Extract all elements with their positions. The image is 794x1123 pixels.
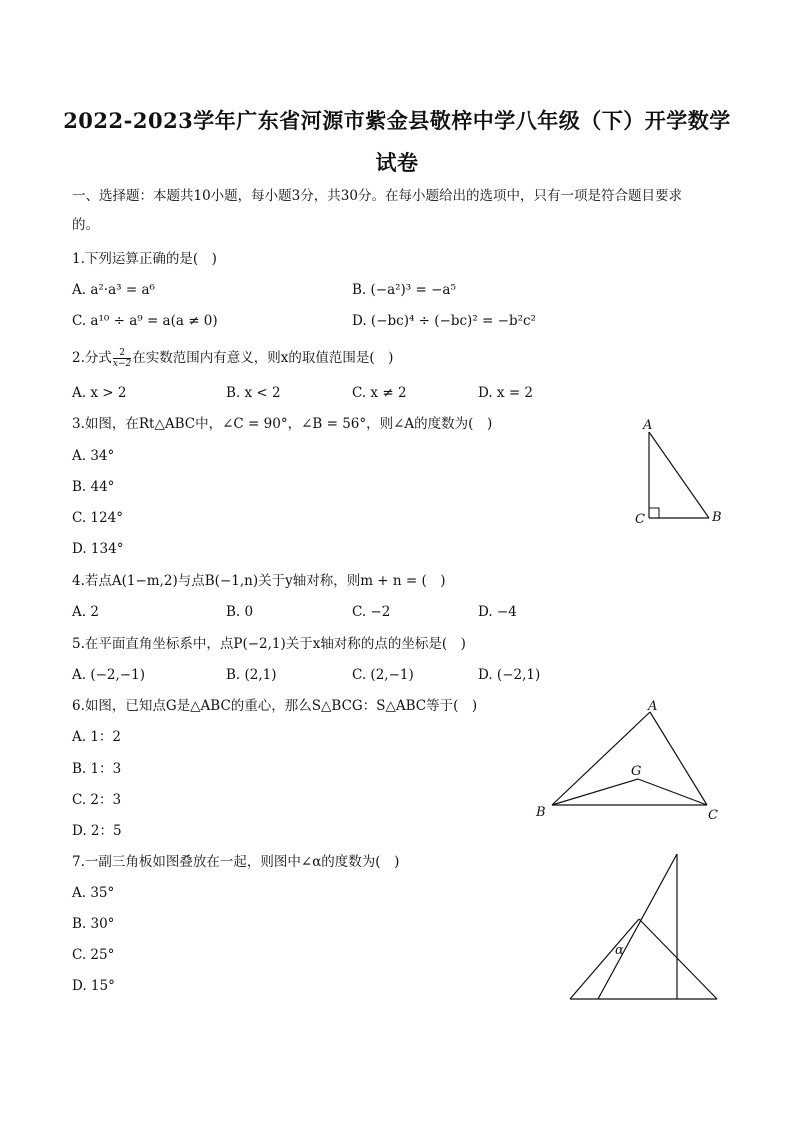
q6-label-g: G bbox=[631, 764, 642, 779]
q2-stem-pre: 2.分式 bbox=[72, 350, 112, 366]
q7-square-hypotenuse bbox=[598, 854, 677, 999]
question-1-stem: 1.下列运算正确的是( ) bbox=[72, 251, 217, 267]
question-3-stem: 3.如图，在Rt△ABC中，∠C = 90°，∠B = 56°，则∠A的度数为( ) bbox=[72, 416, 493, 432]
q2-fraction-numerator: 2 bbox=[113, 348, 131, 359]
q4-option-d[interactable]: D. −4 bbox=[478, 604, 517, 620]
q1-option-a[interactable]: A. a²·a³ = a⁶ bbox=[72, 282, 155, 298]
q3-right-triangle-figure bbox=[630, 415, 730, 530]
question-5-stem: 5.在平面直角坐标系中，点P(−2,1)关于x轴对称的点的坐标是( ) bbox=[72, 636, 466, 652]
q2-stem-post: 在实数范围内有意义，则x的取值范围是( ) bbox=[132, 350, 394, 366]
q7-option-b[interactable]: B. 30° bbox=[72, 916, 115, 932]
q5-option-a[interactable]: A. (−2,−1) bbox=[72, 667, 145, 683]
q5-option-d[interactable]: D. (−2,1) bbox=[478, 667, 541, 683]
q7-triangle-right-side bbox=[639, 919, 717, 999]
q2-fraction-denominator: x−2 bbox=[112, 359, 132, 369]
q6-label-a: A bbox=[648, 699, 658, 714]
q7-option-a[interactable]: A. 35° bbox=[72, 885, 115, 901]
q2-fraction bbox=[113, 348, 131, 369]
q7-option-c[interactable]: C. 25° bbox=[72, 947, 115, 963]
question-6-stem: 6.如图，已知点G是△ABC的重心，那么S△BCG：S△ABC等于( ) bbox=[72, 698, 478, 714]
q3-option-d[interactable]: D. 134° bbox=[72, 541, 124, 557]
q1-option-c[interactable]: C. a¹⁰ ÷ a⁹ = a(a ≠ 0) bbox=[72, 313, 218, 329]
q6-label-b: B bbox=[536, 805, 546, 820]
q4-option-b[interactable]: B. 0 bbox=[226, 604, 254, 620]
q6-option-c[interactable]: C. 2：3 bbox=[72, 792, 122, 808]
q6-triangle-centroid-figure bbox=[530, 695, 730, 825]
q6-segment-gc bbox=[638, 779, 707, 805]
q2-option-d[interactable]: D. x = 2 bbox=[478, 385, 534, 401]
q3-side-ab bbox=[649, 432, 709, 518]
question-4-stem: 4.若点A(1−m,2)与点B(−1,n)关于y轴对称，则m + n = ( ) bbox=[72, 573, 446, 589]
q6-side-ac bbox=[650, 712, 707, 805]
q3-label-b: B bbox=[712, 510, 722, 525]
q1-option-b[interactable]: B. (−a²)³ = −a⁵ bbox=[352, 282, 456, 298]
section-instructions: 一、选择题：本题共10小题，每小题3分，共30分。在每小题给出的选项中，只有一项是符合题目要求 bbox=[72, 188, 682, 204]
q3-option-b[interactable]: B. 44° bbox=[72, 479, 115, 495]
section-instructions-continued: 的。 bbox=[72, 217, 99, 233]
q1-option-d[interactable]: D. (−bc)⁴ ÷ (−bc)² = −b²c² bbox=[352, 313, 536, 329]
question-7-stem: 7.一副三角板如图叠放在一起，则图中∠α的度数为( ) bbox=[72, 854, 400, 870]
q3-right-angle-mark bbox=[649, 508, 659, 518]
page-title-continued: 试卷 bbox=[375, 150, 419, 175]
q6-option-d[interactable]: D. 2：5 bbox=[72, 823, 122, 839]
q6-option-a[interactable]: A. 1：2 bbox=[72, 729, 122, 745]
q2-option-b[interactable]: B. x < 2 bbox=[226, 385, 281, 401]
q6-option-b[interactable]: B. 1：3 bbox=[72, 761, 122, 777]
q6-side-ab bbox=[552, 712, 650, 805]
q7-option-d[interactable]: D. 15° bbox=[72, 978, 115, 994]
page-title: 2022-2023学年广东省河源市紫金县敬梓中学八年级（下）开学数学 bbox=[63, 108, 731, 133]
q2-option-c[interactable]: C. x ≠ 2 bbox=[352, 385, 407, 401]
question-2-stem bbox=[72, 348, 393, 369]
q5-option-b[interactable]: B. (2,1) bbox=[226, 667, 277, 683]
q3-option-a[interactable]: A. 34° bbox=[72, 448, 115, 464]
q6-label-c: C bbox=[708, 808, 718, 823]
q3-label-c: C bbox=[635, 512, 645, 527]
q2-option-a[interactable]: A. x > 2 bbox=[72, 385, 127, 401]
q3-label-a: A bbox=[643, 418, 653, 433]
q7-set-squares-figure bbox=[560, 848, 730, 1008]
q7-label-alpha: α bbox=[615, 943, 624, 958]
q5-option-c[interactable]: C. (2,−1) bbox=[352, 667, 414, 683]
q4-option-c[interactable]: C. −2 bbox=[352, 604, 391, 620]
q3-option-c[interactable]: C. 124° bbox=[72, 510, 123, 526]
q4-option-a[interactable]: A. 2 bbox=[72, 604, 99, 620]
